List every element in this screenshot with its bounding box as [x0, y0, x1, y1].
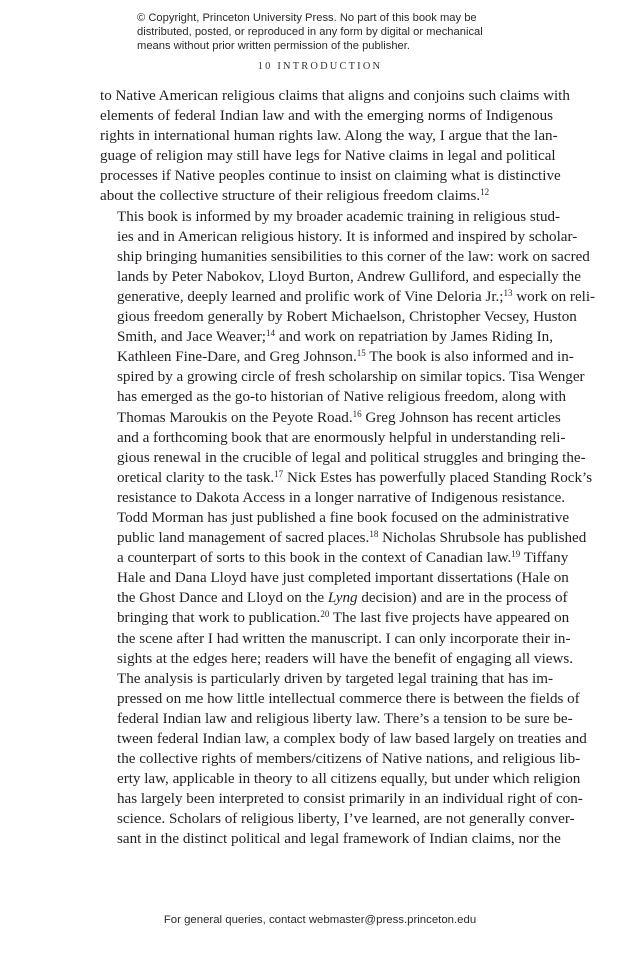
text-line: Hale and Dana Lloyd have just completed important dissertations (Hale on: [117, 570, 569, 587]
text-line: about the collective structure of their religious freedom claims.$^{12}$: [100, 187, 490, 205]
text-line: and a forthcoming book that are enormously helpful in understanding reli-: [117, 429, 566, 446]
text-line: generative, deeply learned and prolific work of Vine Deloria Jr.;$^{13}$ work on reli-: [117, 287, 596, 305]
text-line: to Native American religious claims that aligns and conjoins such claims with: [100, 88, 570, 104]
text-line: Smith, and Jace Weaver;$^{14}$ and work on repatriation by James Riding In,: [117, 328, 553, 346]
footnote-ref: 18: [369, 529, 379, 540]
text-line: a counterpart of sorts to this book in the context of Canadian law.$^{19}$ Tiffany: [117, 549, 569, 567]
footnote-ref: 13: [503, 287, 513, 298]
footer-contact: For general queries, contact webmaster@press.princeton.edu: [163, 914, 477, 926]
text-line: Thomas Maroukis on the Peyote Road.$^{16}$ Greg Johnson has recent articles: [117, 408, 561, 426]
text-line: has emerged as the go-to historian of Native religious freedom, along with: [117, 389, 567, 406]
body-text: [100, 86, 596, 850]
footnote-ref: 14: [265, 328, 275, 339]
text-line: resistance to Dakota Access in a longer narrative of Indigenous resistance.: [117, 489, 566, 506]
paragraph: [100, 669, 587, 850]
italic-case-name: Lyng: [327, 590, 358, 607]
copyright-line: distributed, posted, or reproduced in any form by digital or mechanical: [137, 26, 483, 39]
footnote-ref: 12: [480, 187, 490, 198]
text-line: science. Scholars of religious liberty, I’ve learned, are not generally conver-: [117, 811, 575, 828]
copyright-notice: [137, 11, 537, 54]
text-line: This book is informed by my broader academic training in religious stud-: [117, 208, 561, 225]
copyright-line: means without prior written permission of the publisher.: [137, 40, 410, 53]
text-line: lands by Peter Nabokov, Lloyd Burton, Andrew Gulliford, and especially the: [117, 268, 581, 285]
text-line: guage of religion may still have legs for Native claims in legal and political: [100, 148, 556, 165]
text-line: the collective rights of members/citizens of Native nations, and religious lib-: [117, 751, 581, 768]
text-line: the Ghost Dance and Lloyd on the Lyng decision) and are in the process of: [117, 590, 568, 607]
text-line: public land management of sacred places.$^{18}$ Nicholas Shrubsole has published: [117, 529, 587, 547]
text-line: processes if Native peoples continue to insist on claiming what is distinctive: [100, 168, 561, 185]
text-line: The analysis is particularly driven by targeted legal training that has im-: [117, 670, 553, 687]
text-line: the scene after I had written the manuscript. I can only incorporate their in-: [117, 630, 571, 647]
text-line: Kathleen Fine-Dare, and Greg Johnson.$^{15}$ The book is also informed and in-: [117, 348, 574, 366]
running-head: 10 INTRODUCTION: [257, 61, 383, 72]
text-line: sights at the edges here; readers will have the benefit of engaging all views.: [117, 650, 574, 667]
text-line: pressed on me how little intellectual commerce there is between the fields of: [117, 690, 580, 707]
text-line: gious freedom generally by Robert Michaelson, Christopher Vecsey, Huston: [117, 309, 577, 326]
footnote-ref: 16: [352, 408, 362, 419]
copyright-line: © Copyright, Princeton University Press. No part of this book may be: [137, 12, 477, 24]
footnote-ref: 17: [274, 468, 284, 479]
text-line: oretical clarity to the task.$^{17}$ Nick Estes has powerfully placed Standing Rock’s: [117, 468, 593, 486]
text-line: rights in international human rights law. Along the way, I argue that the lan-: [100, 128, 558, 145]
text-line: elements of federal Indian law and with the emerging norms of Indigenous: [100, 108, 553, 125]
text-line: spired by a growing circle of fresh scholarship on similar topics. Tisa Wenger: [117, 369, 585, 386]
text-line: bringing that work to publication.$^{20}$ The last five projects have appeared on: [117, 609, 570, 627]
paragraph: [100, 86, 570, 207]
text-line: ship bringing humanities sensibilities to this corner of the law: work on sacred: [117, 248, 590, 265]
text-line: federal Indian law and religious liberty law. There’s a tension to be sure be-: [117, 710, 573, 727]
text-line: has largely been interpreted to consist primarily in an individual right of con-: [117, 791, 583, 808]
footnote-ref: 20: [320, 609, 330, 620]
paragraph: [100, 207, 596, 669]
text-line: tween federal Indian law, a complex body of law based largely on treaties and: [117, 731, 587, 747]
footnote-ref: 19: [511, 549, 521, 560]
text-line: gious renewal in the crucible of legal and political struggles and bringing the-: [117, 449, 586, 466]
footnote-ref: 15: [356, 348, 366, 359]
text-line: sant in the distinct political and legal framework of Indian claims, nor the: [117, 831, 561, 848]
text-line: Todd Morman has just published a fine book focused on the administrative: [117, 509, 570, 526]
text-line: ies and in American religious history. It is informed and inspired by scholar-: [117, 228, 578, 245]
text-line: erty law, applicable in theory to all citizens equally, but under which religion: [117, 771, 581, 788]
